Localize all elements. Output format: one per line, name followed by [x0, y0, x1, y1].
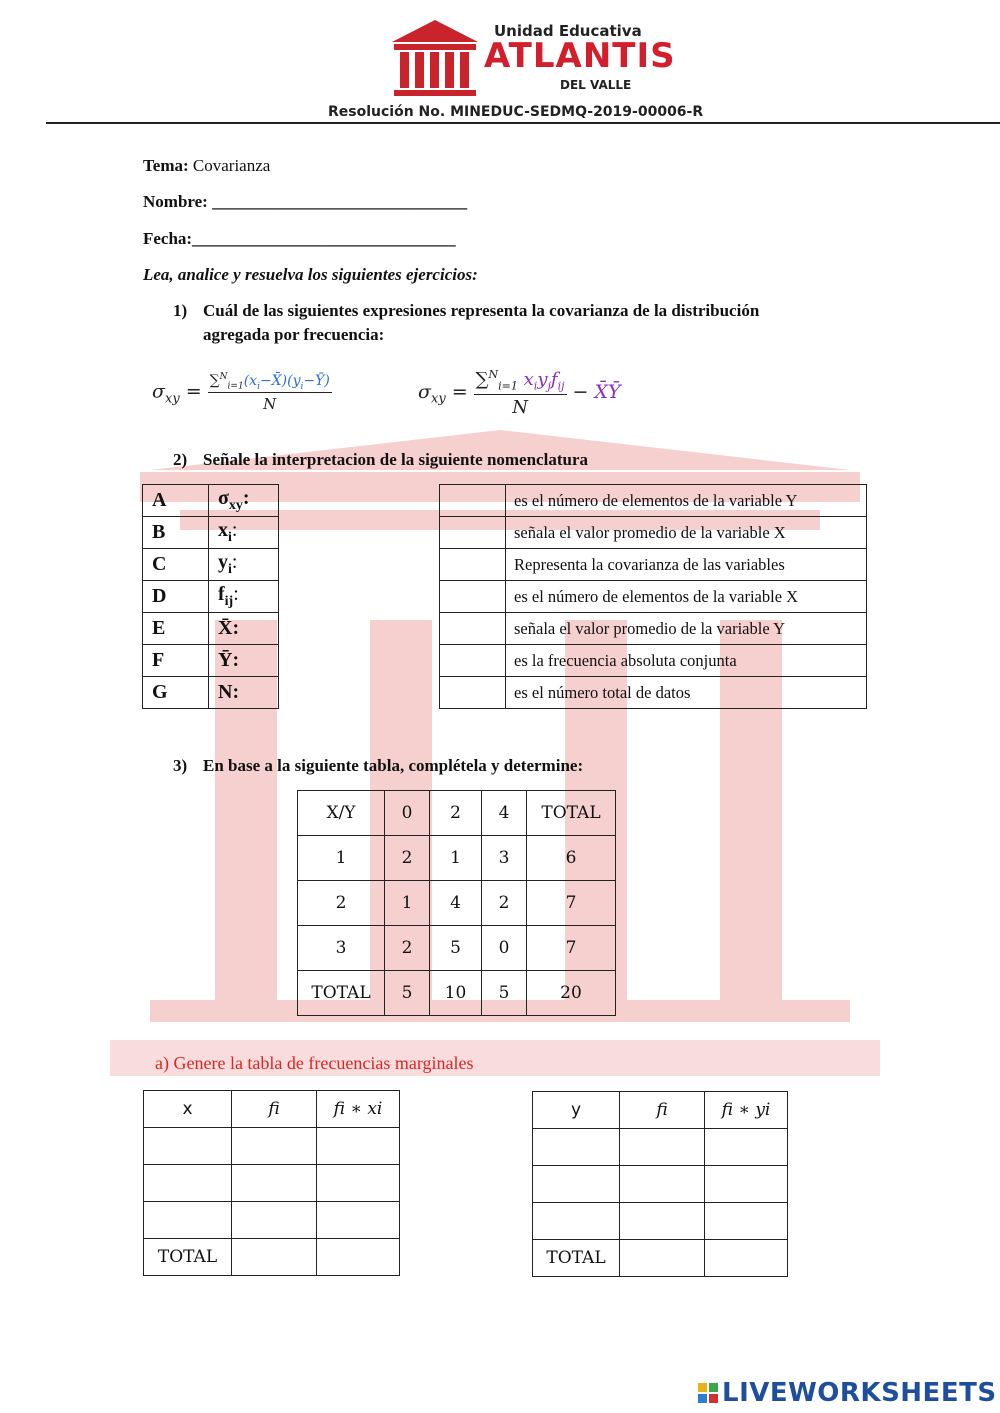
header-divider [46, 122, 1000, 124]
table-row [298, 926, 616, 971]
symbol-row [143, 581, 279, 613]
table-row [533, 1240, 788, 1277]
table-cell: 10 [430, 971, 482, 1016]
symbol-cell [209, 485, 279, 517]
symbol-letter: A [143, 485, 209, 517]
formula-option-2[interactable]: $\sigma_{xy}$ = $\frac{\sum^N_{i=1} x_iy_jf_{ij}}{N}$ − X̄Ȳ [418, 368, 621, 418]
table-row [533, 1203, 788, 1240]
tema-label: Tema: [143, 156, 189, 175]
input-cell[interactable] [232, 1128, 317, 1165]
q1-text-line2: agregada por frecuencia: [203, 325, 385, 344]
school-logo [390, 18, 480, 103]
symbol-sub: i [228, 530, 232, 545]
table-row [298, 836, 616, 881]
table-cell: 20 [527, 971, 616, 1016]
description-text: es el número total de datos [506, 677, 867, 709]
resolution-text: Resolución No. MINEDUC-SEDMQ-2019-00006-R [328, 104, 704, 120]
sub-question-a: a) Genere la tabla de frecuencias marginales [155, 1053, 474, 1073]
brand-name: LIVEWORKSHEETS [722, 1378, 997, 1408]
input-cell[interactable] [317, 1165, 400, 1202]
tema-value: Covarianza [192, 156, 271, 175]
answer-input[interactable] [440, 645, 506, 677]
symbol-row [143, 645, 279, 677]
table-cell: 6 [527, 836, 616, 881]
input-cell[interactable] [533, 1166, 620, 1203]
symbol-suffix: : [231, 519, 238, 541]
symbol-row [143, 485, 279, 517]
table-row [298, 971, 616, 1016]
nombre-line [143, 192, 467, 212]
table-header-row [298, 791, 616, 836]
table-row [144, 1165, 400, 1202]
frequency-table [297, 790, 616, 1016]
symbol-cell [209, 613, 279, 645]
symbol-suffix: : [231, 551, 238, 573]
symbol-sub: i [228, 562, 232, 577]
symbol-suffix: : [232, 681, 240, 703]
table-cell: 2 [482, 881, 527, 926]
description-text: Representa la covarianza de las variables [506, 549, 867, 581]
table-cell: fi [620, 1092, 705, 1129]
symbol-letter: D [143, 581, 209, 613]
input-cell[interactable] [317, 1239, 400, 1276]
description-text: señala el valor promedio de la variable Y [506, 613, 867, 645]
temple-logo-icon [390, 18, 480, 98]
table-cell: x [144, 1091, 232, 1128]
symbol-main: Ȳ [218, 649, 233, 671]
symbol-letter: E [143, 613, 209, 645]
description-row [440, 645, 867, 677]
table-cell: y [533, 1092, 620, 1129]
answer-input[interactable] [440, 613, 506, 645]
symbol-letter: C [143, 549, 209, 581]
table-cell: 1 [298, 836, 385, 881]
q2-number: 2) [173, 450, 188, 469]
symbol-cell [209, 677, 279, 709]
description-text: señala el valor promedio de la variable X [506, 517, 867, 549]
table-cell: X/Y [298, 791, 385, 836]
input-cell[interactable] [144, 1202, 232, 1239]
nombre-blank[interactable]: ______________________________ [212, 192, 468, 211]
answer-input[interactable] [440, 581, 506, 613]
symbol-suffix: : [233, 583, 239, 605]
formula-option-1[interactable]: $\sigma_{xy}$ = $\frac{\sum^N_{i=1}(x_i-X̄)(y_i-Ȳ)}{N}$ [152, 372, 330, 414]
symbol-main: x [218, 519, 228, 541]
table-row [144, 1128, 400, 1165]
table-cell: 3 [298, 926, 385, 971]
answer-input[interactable] [440, 677, 506, 709]
symbol-cell [209, 581, 279, 613]
symbol-letter: F [143, 645, 209, 677]
q3-number: 3) [173, 756, 188, 775]
input-cell[interactable] [144, 1165, 232, 1202]
symbol-main: f [218, 583, 225, 605]
description-text: es el número de elementos de la variable X [506, 581, 867, 613]
input-cell[interactable] [533, 1129, 620, 1166]
table-cell: 2 [298, 881, 385, 926]
table-header-row [533, 1092, 788, 1129]
input-cell[interactable] [317, 1202, 400, 1239]
input-cell[interactable] [705, 1203, 788, 1240]
table-cell: TOTAL [527, 791, 616, 836]
fecha-line [143, 229, 456, 249]
table-cell: 1 [430, 836, 482, 881]
table-cell: 2 [430, 791, 482, 836]
symbol-letter: G [143, 677, 209, 709]
table-row [298, 881, 616, 926]
school-name: ATLANTIS [484, 36, 676, 76]
description-row [440, 613, 867, 645]
input-cell[interactable] [620, 1166, 705, 1203]
symbol-cell [209, 549, 279, 581]
symbol-sub: xy [228, 498, 243, 513]
symbol-row [143, 517, 279, 549]
symbol-main: y [218, 551, 228, 573]
description-row [440, 485, 867, 517]
nombre-label: Nombre: [143, 192, 208, 211]
symbol-cell [209, 517, 279, 549]
symbol-row [143, 677, 279, 709]
input-cell[interactable] [620, 1203, 705, 1240]
liveworksheets-logo-icon [698, 1383, 718, 1403]
input-cell[interactable] [620, 1129, 705, 1166]
input-cell[interactable] [232, 1165, 317, 1202]
answer-input[interactable] [440, 549, 506, 581]
total-label: TOTAL [144, 1239, 232, 1276]
symbol-main: N [218, 681, 233, 703]
table-cell: fi [232, 1091, 317, 1128]
input-cell[interactable] [232, 1202, 317, 1239]
table-row [533, 1166, 788, 1203]
table-cell: 3 [482, 836, 527, 881]
liveworksheets-brand [698, 1378, 997, 1408]
q1-text-line1: Cuál de las siguientes expresiones representa la covarianza de la distribución [203, 301, 760, 320]
descriptions-table [439, 484, 867, 709]
table-cell: 1 [385, 881, 430, 926]
description-row [440, 549, 867, 581]
marginal-table-x [143, 1090, 400, 1276]
instructions: Lea, analice y resuelva los siguientes ejercicios: [143, 265, 478, 284]
input-cell[interactable] [620, 1240, 705, 1277]
fecha-label: Fecha: [143, 229, 193, 248]
table-cell: 2 [385, 926, 430, 971]
input-cell[interactable] [232, 1239, 317, 1276]
input-cell[interactable] [533, 1203, 620, 1240]
symbol-row [143, 613, 279, 645]
input-cell[interactable] [317, 1128, 400, 1165]
symbol-cell [209, 645, 279, 677]
table-cell: 5 [482, 971, 527, 1016]
symbols-table [142, 484, 279, 709]
q2-text: Señale la interpretacion de la siguiente nomenclatura [203, 450, 588, 469]
table-cell: 4 [430, 881, 482, 926]
table-cell: 0 [482, 926, 527, 971]
answer-input[interactable] [440, 485, 506, 517]
symbol-main: σ [218, 487, 229, 509]
answer-input[interactable] [440, 517, 506, 549]
school-line1: Unidad Educativa [494, 22, 642, 40]
input-cell[interactable] [144, 1128, 232, 1165]
table-cell: 2 [385, 836, 430, 881]
table-cell: TOTAL [298, 971, 385, 1016]
table-row [144, 1239, 400, 1276]
input-cell[interactable] [705, 1166, 788, 1203]
input-cell[interactable] [705, 1240, 788, 1277]
tema-line [143, 156, 270, 176]
symbol-suffix: : [242, 487, 250, 509]
table-row [533, 1129, 788, 1166]
table-cell: 5 [430, 926, 482, 971]
table-cell: fi ∗ yi [705, 1092, 788, 1129]
symbol-suffix: : [232, 649, 240, 671]
table-cell: 5 [385, 971, 430, 1016]
marginal-table-y [532, 1091, 788, 1277]
symbol-row [143, 549, 279, 581]
description-row [440, 677, 867, 709]
table-cell: 4 [482, 791, 527, 836]
symbol-suffix: : [232, 617, 240, 639]
input-cell[interactable] [705, 1129, 788, 1166]
school-line3: DEL VALLE [560, 78, 632, 92]
q1-number: 1) [173, 301, 188, 320]
q3-text: En base a la siguiente tabla, complétela y determine: [203, 756, 584, 775]
table-cell: 7 [527, 881, 616, 926]
symbol-main: X̄ [218, 617, 233, 639]
table-cell: 7 [527, 926, 616, 971]
table-row [144, 1202, 400, 1239]
symbol-sub: ij [224, 594, 234, 609]
description-row [440, 581, 867, 613]
symbol-letter: B [143, 517, 209, 549]
description-row [440, 517, 867, 549]
total-label: TOTAL [533, 1240, 620, 1277]
table-cell: 0 [385, 791, 430, 836]
description-text: es el número de elementos de la variable Y [506, 485, 867, 517]
table-cell: fi ∗ xi [317, 1091, 400, 1128]
description-text: es la frecuencia absoluta conjunta [506, 645, 867, 677]
fecha-blank[interactable]: _______________________________ [192, 229, 456, 248]
table-header-row [144, 1091, 400, 1128]
